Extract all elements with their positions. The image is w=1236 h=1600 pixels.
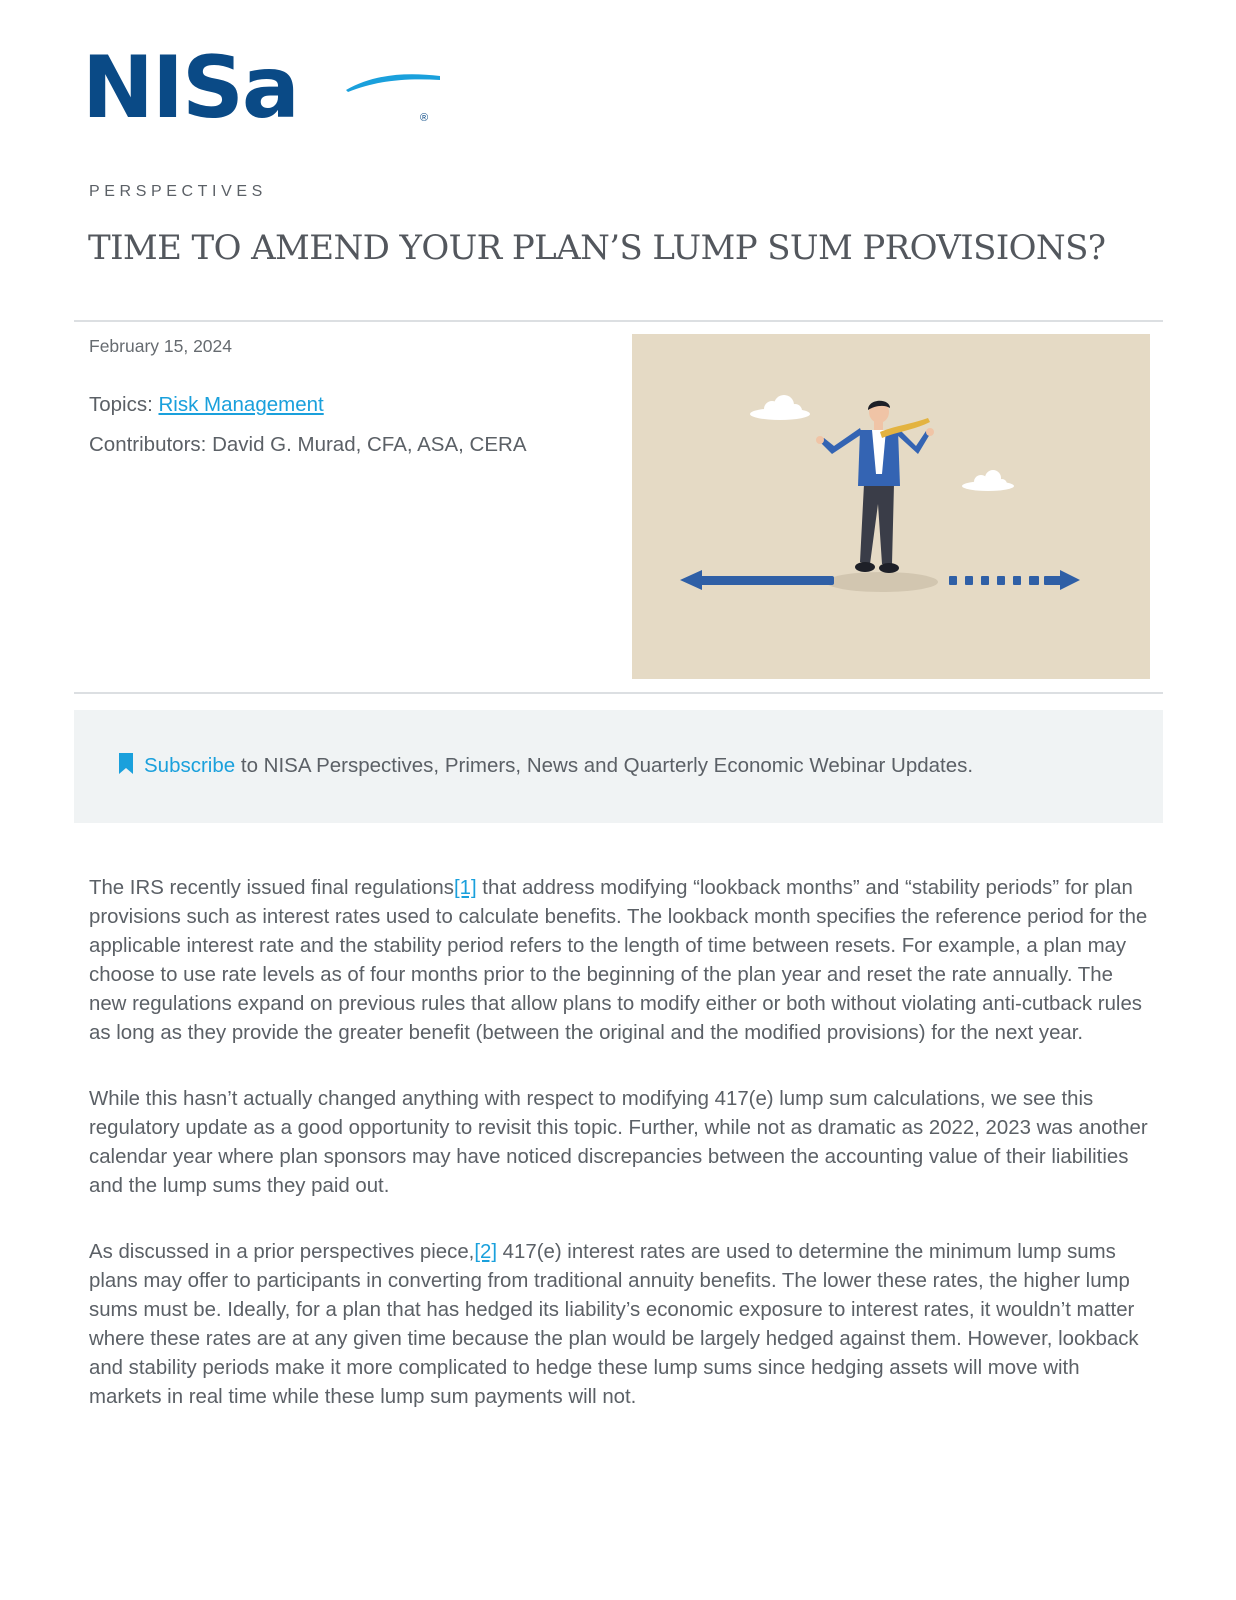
paragraph-3-text-a: As discussed in a prior perspectives piece, [89, 1241, 475, 1263]
logo-swoosh-icon [344, 70, 442, 94]
hero-image [632, 334, 1150, 679]
paragraph-1-text-b: that address modifying “lookback months” and “stability periods” for plan provisions such as interest rates used to calculate benefits. The lookback month specifies the reference period for the applicable interest rate and the stability period refers to the length of time between resets. For example, a plan may choose to use rate levels as of four months prior to the beginning of the plan year and reset the rate annually. The new regulations expand on previous rules that allow plans to modify either or both without violating anti-cutback rules as long as they provide the greater benefit (between the original and the modified provisions) for the next year. [89, 877, 1148, 1044]
paragraph-2: While this hasn’t actually changed anything with respect to modifying 417(e) lump sum calculations, we see this regulatory update as a good opportunity to revisit this topic. Further, while not as dramatic as 2022, 2023 was another calendar year where plan sponsors may have noticed discrepancies between the accounting value of their liabilities and the lump sums they paid out. [89, 1088, 1148, 1197]
contributors-names: David G. Murad, CFA, ASA, CERA [212, 433, 527, 456]
registered-mark: ® [420, 112, 429, 124]
paragraph-1 [89, 874, 1151, 1048]
logo-wordmark: NISa [82, 38, 298, 138]
paragraph-1-text-a: The IRS recently issued final regulations [89, 877, 454, 899]
paragraph-3 [89, 1238, 1151, 1412]
section-eyebrow: PERSPECTIVES [89, 183, 267, 200]
subscribe-callout [74, 710, 1163, 823]
subscribe-description: to NISA Perspectives, Primers, News and Quarterly Economic Webinar Updates. [235, 754, 974, 777]
contributors-line [89, 433, 527, 457]
footnote-link-1[interactable]: [1] [453, 877, 477, 899]
page-title: TIME TO AMEND YOUR PLAN’S LUMP SUM PROVISIONS? [88, 228, 1106, 268]
topic-link-risk-management[interactable]: Risk Management [158, 393, 324, 416]
paragraph-3-text-b: 417(e) interest rates are used to determine the minimum lump sums plans may offer to participants in converting from traditional annuity benefits. The lower these rates, the higher lump sums must be. Ideally, for a plan that has hedged its liability’s economic exposure to interest rates, it wouldn’t matter where these rates are at any given time because the plan would be largely hedged against them. However, lookback and stability periods make it more complicated to hedge these lump sums since hedging assets will move with markets in real time while these lump sum payments will not. [89, 1241, 1139, 1408]
topics-label: Topics: [89, 393, 159, 416]
subscribe-line [118, 753, 973, 778]
footnote-link-2[interactable]: [2] [474, 1241, 498, 1263]
nisa-logo[interactable] [82, 38, 429, 138]
article-body [89, 874, 1151, 1449]
contributors-label: Contributors: [89, 433, 213, 456]
publish-date: February 15, 2024 [89, 336, 233, 356]
bookmark-icon [118, 753, 134, 774]
businessman-crossroads-illustration-icon [632, 334, 1150, 679]
topics-line [89, 393, 324, 417]
divider-top [74, 320, 1163, 322]
divider-bottom [74, 692, 1163, 694]
subscribe-link[interactable]: Subscribe [144, 754, 236, 777]
